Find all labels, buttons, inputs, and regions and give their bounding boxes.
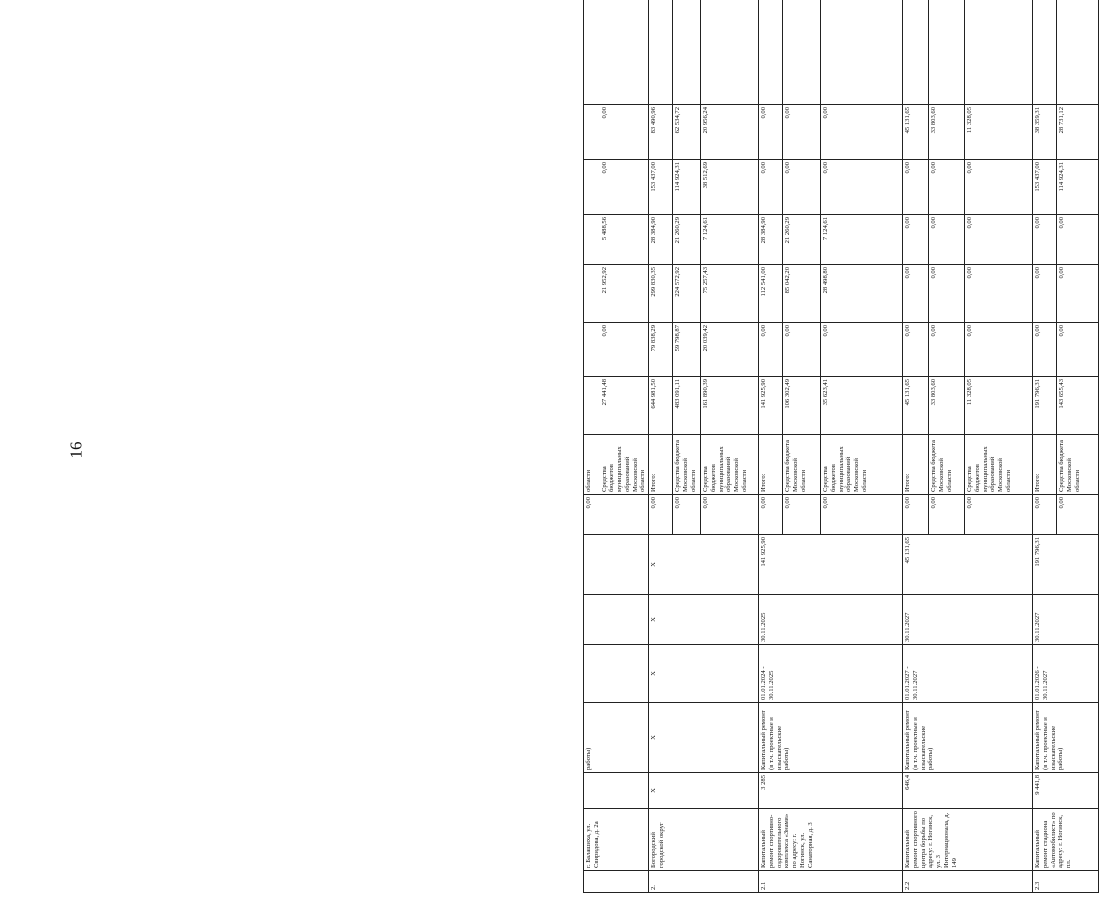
cell-2023: 20 039,42	[701, 323, 759, 377]
cell-cost: X	[649, 535, 759, 595]
cell-2025: 5 488,56	[584, 215, 649, 265]
cell-2024: 224 572,92	[673, 265, 701, 323]
cell-2025: 0,00	[929, 215, 965, 265]
cell-2023: 59 798,87	[673, 323, 701, 377]
cell-prev: 0,00	[929, 495, 965, 535]
cell-2026: 114 924,31	[1057, 160, 1099, 215]
cell-prev: 0,00	[821, 495, 903, 535]
cell-cost: 191 796,31	[1033, 535, 1099, 595]
cell-2024: 85 042,20	[783, 265, 821, 323]
cell-power: 646,4	[903, 773, 1033, 809]
cell-power: 3 285	[759, 773, 903, 809]
cell-rest	[965, 0, 1033, 105]
cell-prev: 0,00	[673, 495, 701, 535]
cell-total: 106 302,49	[783, 377, 821, 435]
cell-2024: 299 830,35	[649, 265, 673, 323]
cell-dates: 01.01.2027 - 30.11.2027	[903, 645, 1033, 703]
cell-2023: 0,00	[1057, 323, 1099, 377]
cell-name: Капитальный ремонт спортивного центра борьбы по адресу: г. Ногинск, ул. 3 Интернационала, д. 149	[903, 809, 1033, 871]
cell-total: 27 441,48	[584, 377, 649, 435]
cell-total: 141 925,90	[759, 377, 783, 435]
cell-total: 45 131,65	[903, 377, 929, 435]
cell-dates: 01.01.2026 - 30.11.2027	[1033, 645, 1099, 703]
cell-2027: 45 131,65	[903, 105, 929, 160]
cell-rest	[584, 0, 649, 105]
cell-power: 9 441,8	[1033, 773, 1099, 809]
source-tail: области	[585, 469, 592, 492]
cell-total: 35 623,41	[821, 377, 903, 435]
cell-rest	[929, 0, 965, 105]
source-municipal: Средства бюджетов муниципальных образований Московской области	[600, 446, 647, 492]
cell-2026: 0,00	[759, 160, 783, 215]
table-body	[584, 0, 1099, 893]
cell-2025: 28 384,90	[649, 215, 673, 265]
cell-cost: 141 925,90	[759, 535, 903, 595]
cell-2027: 33 803,60	[929, 105, 965, 160]
cell-rest	[821, 0, 903, 105]
cell-2027: 38 359,31	[1033, 105, 1057, 160]
table-row	[1033, 0, 1057, 893]
cell-no: 2.3	[1033, 871, 1099, 893]
funding-table	[583, 0, 1099, 893]
table-row-fragment	[584, 0, 649, 893]
cell-2024: 75 257,43	[701, 265, 759, 323]
cell-2023: 0,00	[584, 323, 649, 377]
cell-rest	[649, 0, 673, 105]
cell-no	[584, 871, 649, 893]
cell-source	[584, 435, 649, 495]
cell-total: 143 655,43	[1057, 377, 1099, 435]
cell-rest	[1033, 0, 1057, 105]
cell-2024: 0,00	[903, 265, 929, 323]
cell-work: Капитальный ремонт (в т.ч. проектные и изыскательские работы)	[903, 703, 1033, 773]
cell-commission: 30.11.2025	[759, 595, 903, 645]
cell-2025: 28 384,90	[759, 215, 783, 265]
cell-commission	[584, 595, 649, 645]
cell-prev: 0,00	[701, 495, 759, 535]
cell-source: Средства бюджетов муниципальных образований Московской области	[701, 435, 759, 495]
cell-2024: 28 498,80	[821, 265, 903, 323]
cell-commission: 30.11.2027	[1033, 595, 1099, 645]
cell-name: Капитальный ремонт спортивно-оздоровительного комплекса «Знамя» по адресу: г. Ногинск, ул. Санаторная, д. 3	[759, 809, 903, 871]
cell-2027: 28 731,12	[1057, 105, 1099, 160]
cell-total: 11 328,05	[965, 377, 1033, 435]
cell-2026: 0,00	[821, 160, 903, 215]
cell-2025: 0,00	[1033, 215, 1057, 265]
cell-2025: 21 260,29	[783, 215, 821, 265]
cell-work: X	[649, 703, 759, 773]
cell-total: 33 803,60	[929, 377, 965, 435]
cell-no: 2.1	[759, 871, 903, 893]
cell-power: X	[649, 773, 759, 809]
cell-cost	[584, 535, 649, 595]
cell-source: Итого:	[903, 435, 929, 495]
cell-2025: 0,00	[903, 215, 929, 265]
cell-rest	[1057, 0, 1099, 105]
cell-2027: 83 490,96	[649, 105, 673, 160]
cell-source: Средства бюджетов муниципальных образований Московской области	[965, 435, 1033, 495]
cell-prev: 0,00	[1033, 495, 1057, 535]
cell-2023: 0,00	[783, 323, 821, 377]
cell-2024: 0,00	[965, 265, 1033, 323]
table-row	[649, 0, 673, 893]
cell-address: г. Балашиха, ул. Свиридова, д. 2а	[584, 809, 649, 871]
cell-work: Капитальный ремонт (в т.ч. проектные и изыскательские работы)	[1033, 703, 1099, 773]
cell-source: Средства бюджета Московской области	[783, 435, 821, 495]
cell-work: работы)	[584, 703, 649, 773]
cell-prev: 0,00	[1057, 495, 1099, 535]
cell-2026: 0,00	[584, 160, 649, 215]
cell-prev: 0,00	[584, 495, 649, 535]
cell-2023: 0,00	[1033, 323, 1057, 377]
cell-rest	[701, 0, 759, 105]
cell-2025: 0,00	[1057, 215, 1099, 265]
cell-2026: 0,00	[965, 160, 1033, 215]
cell-total: 191 796,31	[1033, 377, 1057, 435]
cell-commission: 30.11.2027	[903, 595, 1033, 645]
cell-2024: 21 952,92	[584, 265, 649, 323]
cell-dates: 01.01.2024 - 30.11.2025	[759, 645, 903, 703]
cell-source: Средства бюджета Московской области	[1057, 435, 1099, 495]
cell-2027: 20 956,24	[701, 105, 759, 160]
cell-2027: 0,00	[759, 105, 783, 160]
cell-2023: 79 838,29	[649, 323, 673, 377]
cell-2026: 38 512,69	[701, 160, 759, 215]
cell-total: 161 890,39	[701, 377, 759, 435]
cell-no: 2.	[649, 871, 759, 893]
cell-total: 483 091,11	[673, 377, 701, 435]
cell-2026: 153 437,00	[649, 160, 673, 215]
cell-2025: 7 124,61	[701, 215, 759, 265]
cell-2024: 112 541,00	[759, 265, 783, 323]
cell-2026: 153 437,00	[1033, 160, 1057, 215]
cell-2023: 0,00	[929, 323, 965, 377]
cell-prev: 0,00	[965, 495, 1033, 535]
rotated-table-wrapper	[583, 0, 1081, 893]
cell-2027: 11 328,05	[965, 105, 1033, 160]
cell-prev: 0,00	[783, 495, 821, 535]
cell-prev: 0,00	[759, 495, 783, 535]
cell-2027: 0,00	[821, 105, 903, 160]
cell-2025: 7 124,61	[821, 215, 903, 265]
cell-prev: 0,00	[649, 495, 673, 535]
cell-rest	[903, 0, 929, 105]
cell-name: Богородский городской округ	[649, 809, 759, 871]
table-row	[903, 0, 929, 893]
cell-2025: 0,00	[965, 215, 1033, 265]
cell-rest	[759, 0, 783, 105]
cell-dates	[584, 645, 649, 703]
cell-2027: 62 534,72	[673, 105, 701, 160]
cell-dates: X	[649, 645, 759, 703]
cell-source: Итого:	[759, 435, 783, 495]
cell-2023: 0,00	[903, 323, 929, 377]
cell-2023: 0,00	[821, 323, 903, 377]
cell-rest	[783, 0, 821, 105]
cell-2027: 0,00	[783, 105, 821, 160]
page-number: 16	[66, 441, 86, 459]
cell-source: Средства бюджетов муниципальных образований Московской области	[821, 435, 903, 495]
cell-commission: X	[649, 595, 759, 645]
cell-source: Средства бюджета Московской области	[673, 435, 701, 495]
cell-name: Капитальный ремонт стадиона «Автомобилист» по адресу: г. Ногинск, пл.	[1033, 809, 1099, 871]
cell-no: 2.2	[903, 871, 1033, 893]
cell-prev: 0,00	[903, 495, 929, 535]
cell-total: 644 981,50	[649, 377, 673, 435]
cell-2024: 0,00	[1057, 265, 1099, 323]
cell-2024: 0,00	[929, 265, 965, 323]
cell-2023: 0,00	[965, 323, 1033, 377]
cell-source: Итого:	[649, 435, 673, 495]
cell-source: Средства бюджета Московской области	[929, 435, 965, 495]
cell-source: Итого:	[1033, 435, 1057, 495]
cell-work: Капитальный ремонт (в т.ч. проектные и изыскательские работы)	[759, 703, 903, 773]
cell-2027: 0,00	[584, 105, 649, 160]
cell-2026: 114 924,31	[673, 160, 701, 215]
cell-2024: 0,00	[1033, 265, 1057, 323]
cell-2026: 0,00	[783, 160, 821, 215]
cell-power	[584, 773, 649, 809]
cell-2023: 0,00	[759, 323, 783, 377]
cell-rest	[673, 0, 701, 105]
table-row	[759, 0, 783, 893]
cell-2026: 0,00	[903, 160, 929, 215]
cell-2025: 21 260,29	[673, 215, 701, 265]
cell-2026: 0,00	[929, 160, 965, 215]
cell-cost: 45 131,65	[903, 535, 1033, 595]
